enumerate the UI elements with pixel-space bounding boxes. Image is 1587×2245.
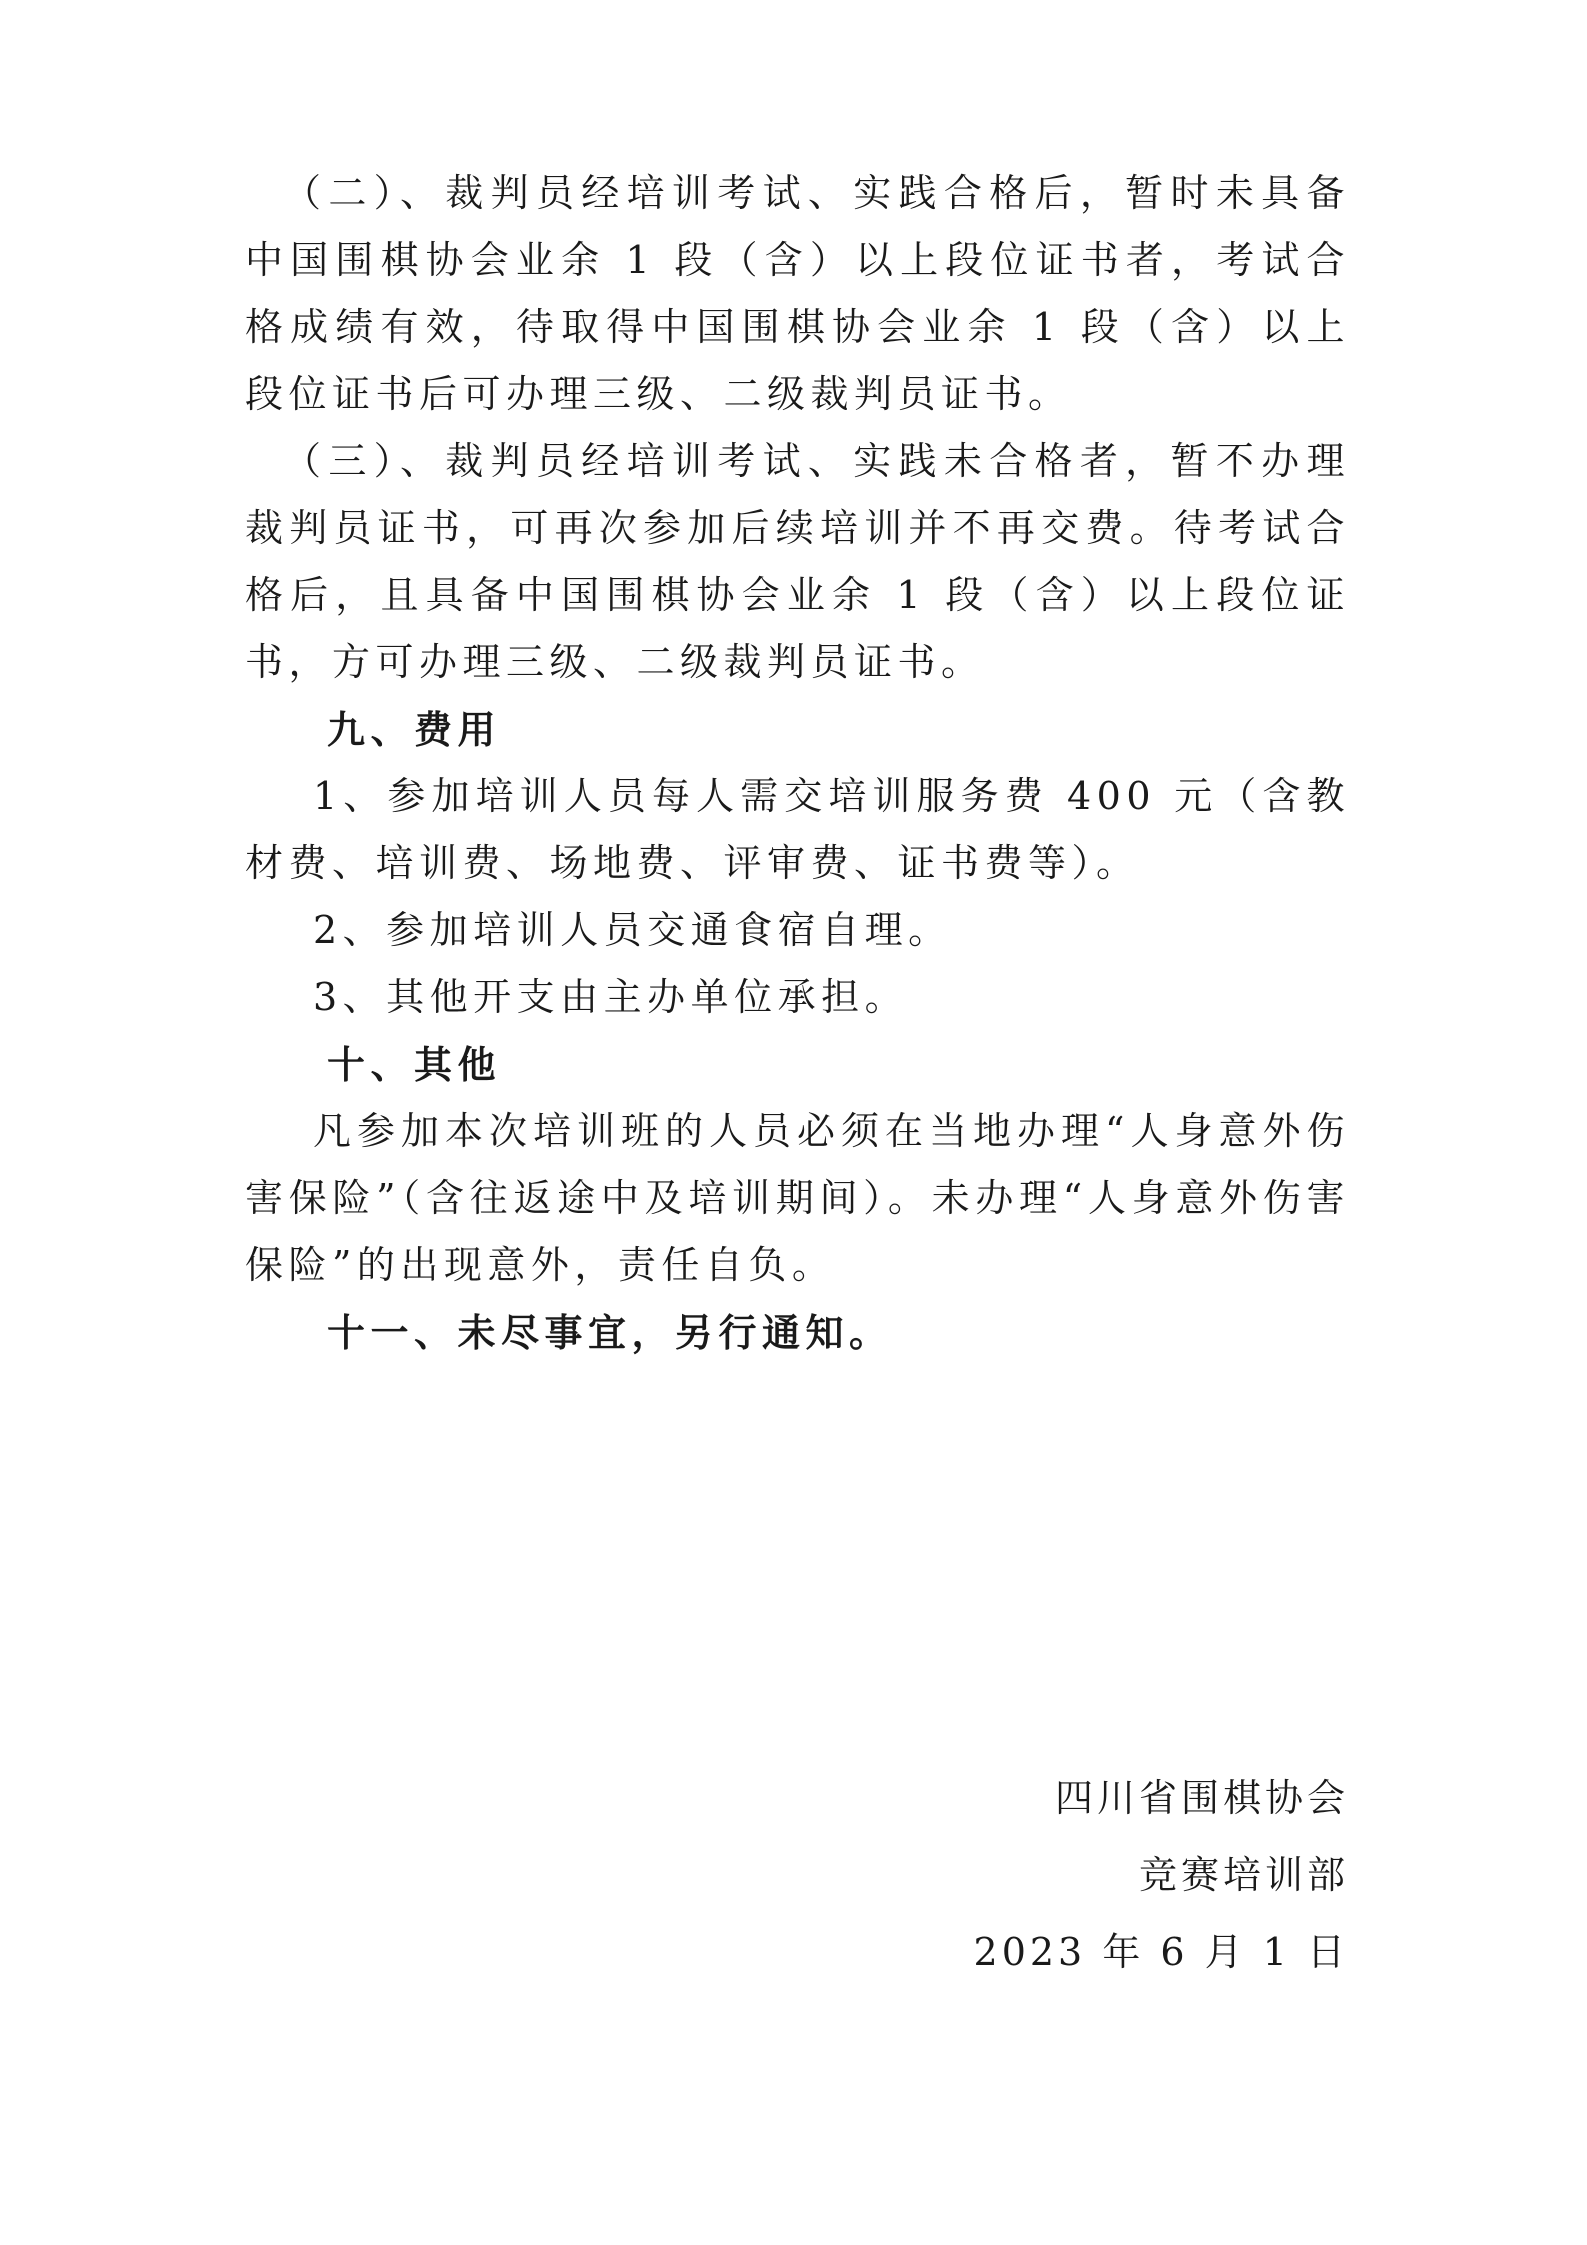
signature-block	[974, 1760, 1349, 1991]
signature-org: 四川省围棋协会	[1054, 1776, 1349, 1820]
paragraph-item-2: （二）、裁判员经培训考试、实践合格后，暂时未具备中国围棋协会业余 1 段（含）以上段位证书者，考试合格成绩有效，待取得中国围棋协会业余 1 段（含）以上段位证书后可办理三级、二级裁判员证书。	[245, 171, 1350, 416]
signature-dept: 竞赛培训部	[1138, 1853, 1349, 1897]
paragraph-other: 凡参加本次培训班的人员必须在当地办理“人身意外伤害保险”（含往返途中及培训期间）。未办理“人身意外伤害保险”的出现意外，责任自负。	[245, 1109, 1350, 1287]
signature-date: 2023 年 6 月 1 日	[973, 1930, 1349, 1974]
paragraph-fee-2: 2、参加培训人员交通食宿自理。	[313, 908, 952, 952]
paragraph-fee-3: 3、其他开支由主办单位承担。	[313, 975, 909, 1019]
heading-other: 十、其他	[327, 1042, 502, 1087]
heading-final: 十一、未尽事宜，另行通知。	[327, 1310, 893, 1355]
paragraph-item-3: （三）、裁判员经培训考试、实践未合格者，暂不办理裁判员证书，可再次参加后续培训并不再交费。待考试合格后，且具备中国围棋协会业余 1 段（含）以上段位证书，方可办理三级、二级裁判员证书。	[245, 439, 1350, 684]
heading-fees: 九、费用	[327, 707, 502, 752]
document-body	[245, 160, 1350, 1366]
paragraph-fee-1: 1、参加培训人员每人需交培训服务费 400 元（含教材费、培训费、场地费、评审费、证书费等）。	[245, 774, 1350, 885]
